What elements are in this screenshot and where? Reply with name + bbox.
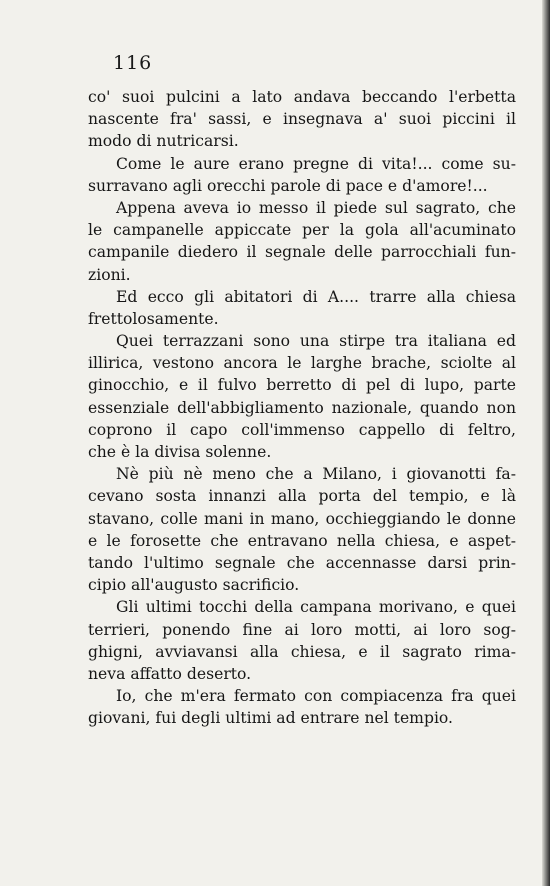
text-line: essenziale dell'abbigliamento nazionale, quando non — [88, 398, 516, 417]
text-line: e le forosette che entravano nella chiesa, e aspet- — [88, 531, 516, 550]
text-line: surravano agli orecchi parole di pace e d'amore!... — [88, 176, 488, 195]
text-line: Io, che m'era fermato con compiacenza fra quei — [116, 687, 516, 706]
text-line: stavano, colle mani in mano, occhieggiando le donne — [88, 509, 516, 528]
text-line: Appena aveva io messo il piede sul sagrato, che — [116, 198, 516, 217]
text-line: Quei terrazzani sono una stirpe tra italiana ed — [116, 332, 516, 351]
paragraph — [88, 286, 516, 330]
page-number: 116 — [113, 52, 153, 74]
paragraph — [88, 330, 516, 463]
text-line: neva affatto deserto. — [88, 664, 252, 683]
text-line: cipio all'augusto sacrificio. — [88, 576, 300, 595]
text-line: ghigni, avviavansi alla chiesa, e il sagrato rima- — [88, 642, 516, 661]
text-line: modo di nutricarsi. — [88, 132, 239, 151]
paragraph — [88, 86, 516, 153]
text-line: giovani, fui degli ultimi ad entrare nel tempio. — [88, 709, 454, 728]
text-line: che è la divisa solenne. — [88, 443, 272, 461]
text-line: Ed ecco gli abitatori di A.... trarre alla chiesa — [116, 287, 516, 306]
text-line: nascente fra' sassi, e insegnava a' suoi piccini il — [88, 110, 516, 129]
text-line: tando l'ultimo segnale che accennasse darsi prin- — [88, 553, 516, 572]
text-line: campanile diedero il segnale delle parrocchiali fun- — [88, 243, 516, 262]
paragraph — [88, 153, 516, 197]
text-line: Gli ultimi tocchi della campana morivano, e quei — [116, 598, 516, 617]
text-line: frettolosamente. — [88, 309, 219, 328]
text-line: ginocchio, e il fulvo berretto di pel di lupo, parte — [88, 376, 516, 395]
text-line: coprono il capo coll'immenso cappello di feltro, — [88, 420, 516, 439]
text-line: terrieri, ponendo fine ai loro motti, ai loro sog- — [88, 620, 516, 639]
page-edge-shadow — [542, 0, 550, 886]
paragraph — [88, 197, 516, 286]
paragraph — [88, 685, 516, 729]
text-line: illirica, vestono ancora le larghe brache, sciolte al — [88, 354, 516, 373]
paragraph — [88, 463, 516, 596]
text-line: le campanelle appiccate per la gola all'acuminato — [88, 221, 516, 240]
text-line: Come le aure erano pregne di vita!... come su- — [116, 154, 516, 173]
text-line: co' suoi pulcini a lato andava beccando l'erbetta — [88, 88, 516, 106]
body-text — [88, 86, 516, 729]
text-line: cevano sosta innanzi alla porta del tempio, e là — [88, 487, 516, 506]
paragraph — [88, 596, 516, 685]
text-line: zioni. — [88, 265, 131, 284]
text-line: Nè più nè meno che a Milano, i giovanotti fa- — [116, 465, 516, 484]
